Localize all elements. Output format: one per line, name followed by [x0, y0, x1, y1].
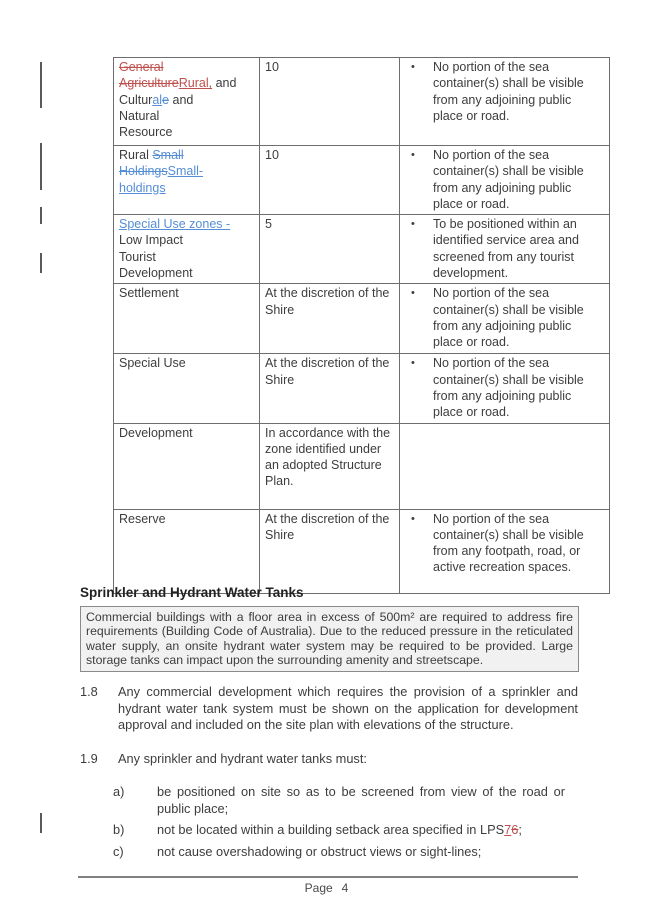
section-heading: Sprinkler and Hydrant Water Tanks: [80, 585, 304, 600]
table-row: [114, 58, 610, 146]
text-run: Reserve: [119, 511, 166, 526]
zone-cell: [114, 146, 260, 215]
table-row: [114, 284, 610, 354]
text-run: Resource: [119, 125, 173, 140]
page-number: 4: [341, 881, 349, 895]
zone-cell: [114, 354, 260, 423]
bullet-item: [405, 147, 604, 212]
subclause: [113, 784, 569, 817]
bullet-text: To be positioned within an identified service area and screened from any tourist development.: [433, 217, 579, 281]
bullet-item: [405, 511, 604, 576]
requirements-cell: [400, 146, 610, 215]
subclause-letter: a): [113, 784, 125, 799]
subclause-text: [157, 822, 565, 839]
zone-line: [119, 285, 254, 301]
footer-label: Page: [304, 881, 333, 895]
bullet-text: No portion of the sea container(s) shall be visible from any adjoining public place or road.: [433, 356, 584, 420]
subclause-list: [113, 784, 569, 865]
zone-cell: [114, 58, 260, 146]
table-row: [114, 354, 610, 423]
zone-line: [119, 59, 254, 75]
bullet-icon: •: [411, 218, 415, 231]
bullet-icon: •: [411, 149, 415, 161]
subclause-letter: b): [113, 822, 125, 838]
change-bar: [40, 813, 42, 833]
text-run: Cultur: [119, 92, 153, 107]
text-run: Development: [119, 425, 193, 440]
subclause-letter: c): [113, 843, 124, 859]
bullet-icon: •: [411, 357, 415, 370]
info-box: Commercial buildings with a floor area in excess of 500m² are required to address fire requirements (Building Code of Australia). Due to the reduced pressure in the reticulated water supply, an onsite hydrant water system may be required to be provided. Large storage tanks can impact upon the surrounding amenity and streetscape.: [80, 606, 579, 672]
zone-cell: [114, 423, 260, 509]
zone-line: [119, 249, 254, 265]
bullet-icon: •: [411, 512, 415, 525]
revision-run: 6: [511, 822, 519, 838]
text-run: and: [169, 92, 194, 107]
subclause: [113, 844, 565, 861]
zone-line: [119, 425, 254, 441]
clause-text: Any commercial development which requires the provision of a sprinkler and hydrant water tank system must be shown on the application for development approval and included on the site plan with elevations of the structure.: [118, 684, 578, 733]
clause-1-8: [80, 684, 578, 734]
zone-line: [119, 124, 254, 140]
text-run: ;: [518, 822, 522, 838]
bullet-icon: •: [411, 287, 415, 300]
setback-cell: At the discretion of the Shire: [260, 284, 400, 354]
zone-setback-table: [113, 57, 610, 594]
requirements-cell: [400, 215, 610, 284]
requirements-cell: [400, 509, 610, 593]
zone-line: [119, 232, 254, 248]
revision-run: Rural,: [178, 76, 213, 91]
zone-cell: [114, 509, 260, 593]
zone-line: [119, 92, 254, 108]
bullet-item: [405, 355, 604, 420]
requirements-cell: [400, 58, 610, 146]
text-run: Settlement: [119, 286, 179, 301]
text-run: and: [212, 76, 237, 91]
zone-cell: [114, 284, 260, 354]
table-row: [114, 509, 610, 593]
text-run: Rural: [119, 148, 153, 162]
clause-1-9: [80, 751, 578, 768]
change-bar: [40, 207, 42, 224]
zone-cell: [114, 215, 260, 284]
text-run: Development: [119, 266, 193, 281]
change-bar: [40, 62, 42, 108]
revision-run: holdings: [119, 180, 166, 195]
zone-line: [119, 163, 254, 179]
change-bar: [40, 143, 42, 190]
setback-cell: 10: [260, 58, 400, 146]
bullet-icon: •: [411, 61, 415, 73]
text-run: not be located within a building setback area specified in LPS: [157, 822, 505, 838]
bullet-text: No portion of the sea container(s) shall be visible from any adjoining public place or road.: [433, 286, 584, 350]
revision-run: Agriculture: [119, 76, 179, 91]
text-run: Natural: [119, 108, 160, 123]
clause-number: 1.8: [80, 684, 98, 699]
setback-cell: 10: [260, 146, 400, 215]
zone-line: [119, 355, 254, 371]
setback-cell: In accordance with the zone identified under an adopted Structure Plan.: [260, 423, 400, 509]
zone-line: [119, 147, 254, 163]
zone-line: [119, 108, 254, 124]
requirements-cell: [400, 423, 610, 509]
requirements-cell: [400, 354, 610, 423]
revision-run: al: [152, 92, 163, 107]
subclause: [113, 822, 565, 839]
zone-line: [119, 180, 254, 196]
setback-cell: 5: [260, 215, 400, 284]
zone-line: [119, 216, 254, 232]
zone-line: [119, 265, 254, 281]
zone-line: [119, 75, 254, 91]
table-row: [114, 215, 610, 284]
footer-rule: [78, 876, 578, 878]
revision-run: General: [119, 60, 164, 74]
table-row: [114, 146, 610, 215]
subclause-text: [157, 844, 565, 861]
text-run: Special Use: [119, 356, 186, 371]
bullet-item: [405, 59, 604, 124]
revision-run: 7: [504, 822, 512, 838]
change-bar: [40, 253, 42, 273]
setback-cell: At the discretion of the Shire: [260, 354, 400, 423]
revision-run: Small: [152, 148, 184, 162]
zone-line: [119, 511, 254, 527]
clause-text: Any sprinkler and hydrant water tanks must:: [118, 751, 367, 766]
text-run: be positioned on site so as to be screened from view of the road or public place;: [157, 784, 569, 816]
revision-run: e: [162, 92, 170, 107]
setback-cell: At the discretion of the Shire: [260, 509, 400, 593]
revision-run: Special Use zones -: [119, 217, 231, 232]
revision-run: Small-: [167, 164, 204, 179]
clause-number: 1.9: [80, 751, 98, 766]
table-row: [114, 423, 610, 509]
subclause-text: [157, 784, 569, 817]
requirements-cell: [400, 284, 610, 354]
text-run: not cause overshadowing or obstruct views or sight-lines;: [157, 843, 482, 859]
bullet-item: [405, 216, 604, 281]
text-run: Low Impact: [119, 233, 183, 248]
bullet-text: No portion of the sea container(s) shall be visible from any footpath, road, or active recreation spaces.: [433, 511, 584, 575]
bullet-text: No portion of the sea container(s) shall be visible from any adjoining public place or road.: [433, 60, 584, 123]
text-run: Tourist: [119, 249, 156, 264]
page-footer: [0, 881, 653, 895]
bullet-item: [405, 285, 604, 350]
revision-run: Holdings: [119, 164, 168, 179]
bullet-text: No portion of the sea container(s) shall be visible from any adjoining public place or road.: [433, 148, 584, 211]
